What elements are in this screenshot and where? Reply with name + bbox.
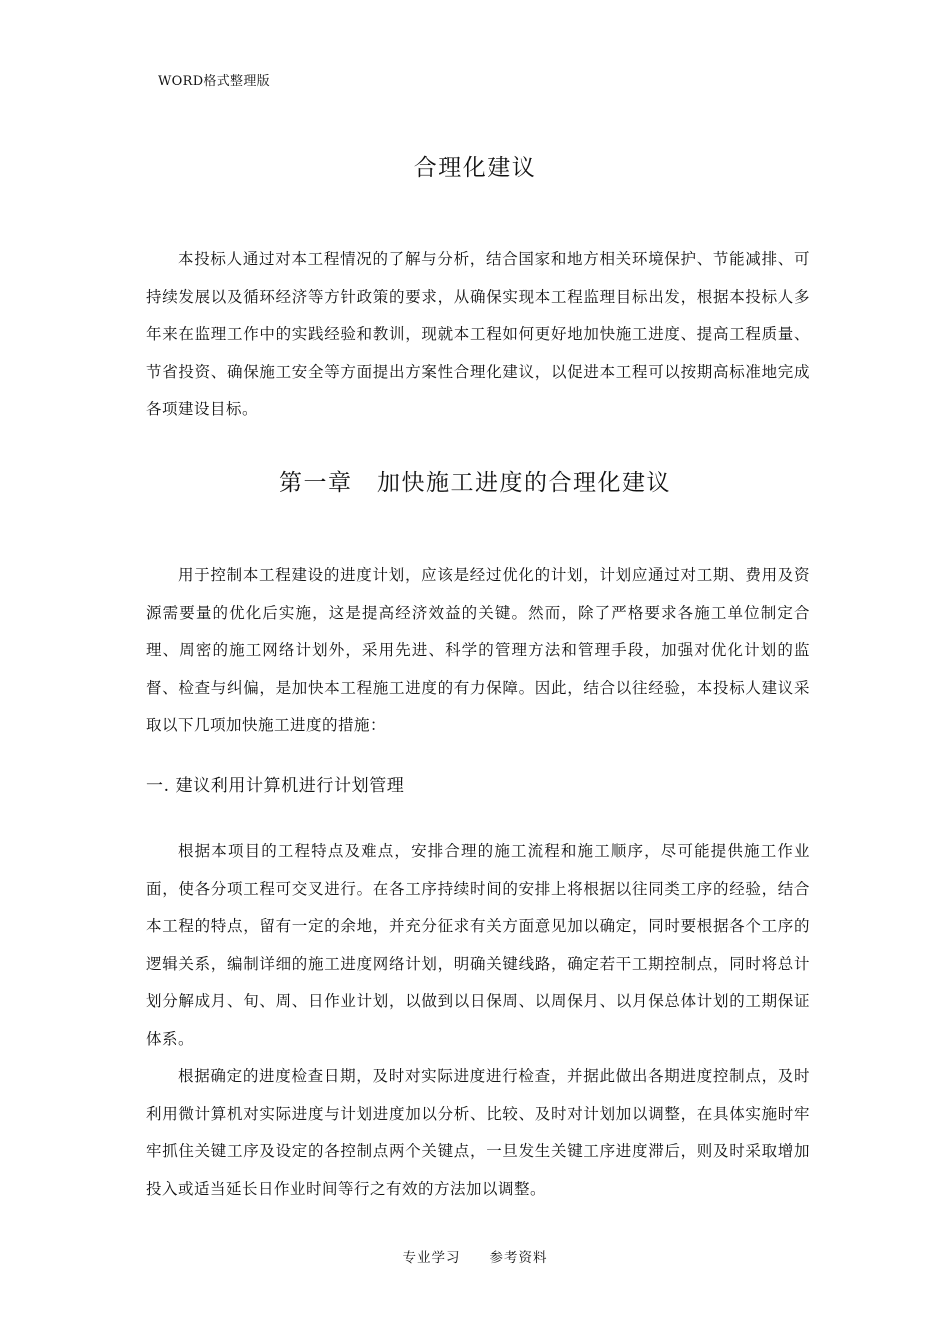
section-1-paragraph-2: 根据确定的进度检查日期，及时对实际进度进行检查，并据此做出各期进度控制点，及时利用微计算机对实际进度与计划进度加以分析、比较、及时对计划加以调整，在具体实施时牢牢抓住关键工序及设定的各控制点两个关键点，一旦发生关键工序进度滞后，则及时采取增加投入或适当延长日作业时间等行之有效的方法加以调整。: [146, 1067, 810, 1198]
chapter-1-paragraph: 用于控制本工程建设的进度计划，应该是经过优化的计划，计划应通过对工期、费用及资源需要量的优化后实施，这是提高经济效益的关键。然而，除了严格要求各施工单位制定合理、周密的施工网络计划外，采用先进、科学的管理方法和管理手段，加强对优化计划的监督、检查与纠偏，是加快本工程施工进度的有力保障。因此，结合以往经验，本投标人建议采取以下几项加快施工进度的措施：: [146, 566, 810, 735]
chapter-1-title: 第一章 加快施工进度的合理化建议: [279, 470, 671, 496]
section-1-paragraph-1: 根据本项目的工程特点及难点，安排合理的施工流程和施工顺序，尽可能提供施工作业面，使各分项工程可交叉进行。在各工序持续时间的安排上将根据以往同类工序的经验，结合本工程的特点，留有一定的余地，并充分征求有关方面意见加以确定，同时要根据各个工序的逻辑关系，编制详细的施工进度网络计划，明确关键线路，确定若干工期控制点，同时将总计划分解成月、旬、周、日作业计划，以做到以日保周、以周保月、以月保总体计划的工期保证体系。: [146, 842, 810, 1048]
section-1-heading: 一. 建议利用计算机进行计划管理: [146, 776, 405, 796]
page-header-label: WORD格式整理版: [158, 74, 270, 89]
page-footer: 专业学习 参考资料: [402, 1250, 548, 1266]
document-title: 合理化建议: [413, 155, 537, 181]
intro-paragraph: 本投标人通过对本工程情况的了解与分析，结合国家和地方相关环境保护、节能减排、可持续发展以及循环经济等方针政策的要求，从确保实现本工程监理目标出发，根据本投标人多年来在监理工作中的实践经验和教训，现就本工程如何更好地加快施工进度、提高工程质量、节省投资、确保施工安全等方面提出方案性合理化建议，以促进本工程可以按期高标准地完成各项建设目标。: [146, 250, 810, 419]
